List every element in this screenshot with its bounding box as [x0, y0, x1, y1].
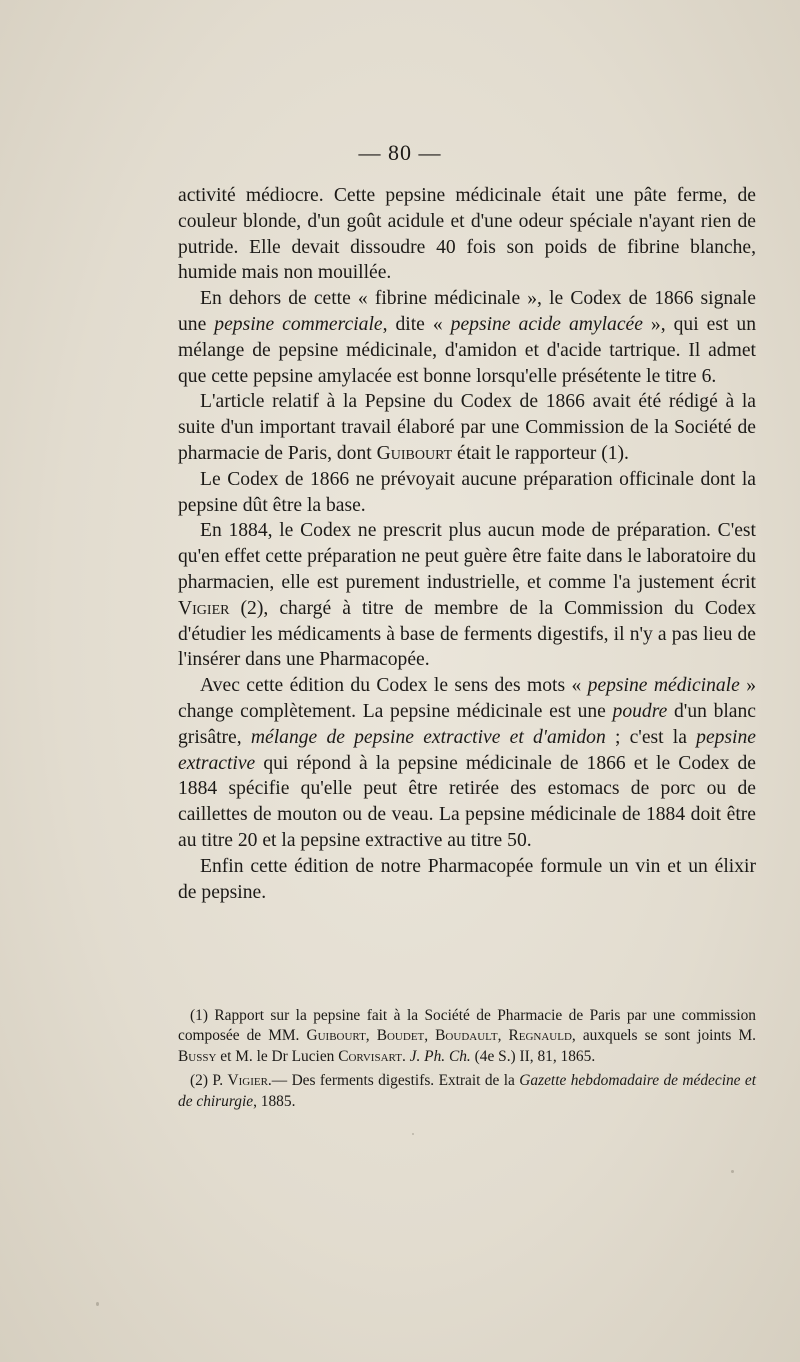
text-run: (2) P. — [190, 1072, 228, 1090]
italic-term: pepsine extractive — [178, 726, 756, 774]
text-run: , 1885. — [253, 1092, 296, 1110]
paragraph-6 — [178, 673, 756, 854]
text-run: (4e S.) II, 81, 1865. — [470, 1047, 596, 1065]
footnotes — [178, 1006, 756, 1116]
italic-term: pepsine acide amylacée — [450, 313, 643, 335]
paragraph-2 — [178, 286, 756, 389]
italic-term: pepsine commerciale — [214, 313, 383, 335]
paper-speck — [731, 1170, 734, 1173]
main-text — [178, 183, 756, 905]
footnote-2 — [178, 1071, 756, 1112]
text-run: et M. le Dr Lucien — [216, 1047, 339, 1065]
text-run: ; c'est la — [605, 726, 697, 748]
paragraph-4: Le Codex de 1866 ne prévoyait aucune préparation officinale dont la pepsine dût être la base. — [178, 468, 756, 516]
journal-title: Gazette hebdomadaire de médecine et de chirurgie — [178, 1072, 757, 1110]
author-name: Bussy — [178, 1047, 217, 1065]
paper-speck — [412, 1133, 414, 1135]
paragraph-7: Enfin cette édition de notre Pharmacopée formule un vin et un élixir de pepsine. — [178, 855, 756, 903]
journal-abbreviation: J. Ph. Ch. — [409, 1047, 471, 1065]
text-run: » change complètement. La pepsine médicinale est une — [178, 675, 756, 722]
paragraph-1: activité médiocre. Cette pepsine médicinale était une pâte ferme, de couleur blonde, d'un goût acidule et d'une odeur spéciale n'ayant rien de putride. Elle devait dissoudre 40 fois son poids de fibrine blanche, humide mais non mouillée. — [178, 185, 756, 284]
author-name: Vigier — [227, 1072, 268, 1090]
text-run: était le rapporteur (1). — [452, 442, 629, 464]
italic-term: pepsine médicinale — [587, 675, 740, 697]
text-run: En 1884, le Codex ne prescrit plus aucun mode de préparation. C'est qu'en effet cette préparation ne peut guère être faite dans le laboratoire du pharmacien, elle est purement industrielle, et comme l'a justement écrit — [178, 520, 756, 593]
text-run: (1) Rapport sur la pepsine fait à la Société de Pharmacie de Paris par une commission composée de MM. — [178, 1007, 756, 1045]
author-name: Guibourt — [376, 442, 453, 464]
text-run: En dehors de cette « fibrine médicinale », le Codex de 1866 signale une — [178, 288, 756, 335]
italic-term: mélange de pepsine extractive et d'amidon — [250, 726, 606, 748]
author-name: Vigier — [178, 597, 230, 619]
paragraph-3 — [178, 389, 756, 466]
author-names: Guibourt, Boudet, Boudault, Regnauld, — [306, 1027, 576, 1045]
text-run: qui répond à la pepsine médicinale de 1866 et le Codex de 1884 spécifie qu'elle peut être retirée des estomacs de porc ou de caillettes de mouton ou de veau. La pepsine médicinale de 1884 doit être au titre 20 et la pepsine extractive au titre 50. — [178, 752, 756, 851]
text-run: auxquels se sont joints M. — [575, 1027, 756, 1045]
author-name: Corvisart — [338, 1047, 402, 1065]
italic-term: poudre — [612, 700, 668, 722]
footnote-1 — [178, 1006, 756, 1067]
page-number: — 80 — — [358, 140, 442, 165]
text-run: d'un blanc grisâtre, — [178, 700, 757, 748]
paragraph-5 — [178, 518, 756, 673]
paper-speck — [96, 1302, 99, 1306]
text-run: (2), chargé à titre de membre de la Commission du Codex d'étudier les médicaments à base de ferments digestifs, il n'y a pas lieu de l'insérer dans une Pharmacopée. — [178, 597, 756, 671]
text-run: , dite « — [382, 313, 451, 335]
text-run: », qui est un mélange de pepsine médicinale, d'amidon et d'acide tartrique. Il admet que cette pepsine amylacée est bonne lorsqu'elle présétente le titre 6. — [178, 313, 756, 387]
text-run: Avec cette édition du Codex le sens des mots « — [200, 675, 588, 697]
text-run: L'article relatif à la Pepsine du Codex de 1866 avait été rédigé à la suite d'un important travail élaboré par une Commission de la Société de pharmacie de Paris, dont — [178, 391, 756, 464]
text-run: .— Des ferments digestifs. Extrait de la — [267, 1072, 520, 1090]
text-run: . — [401, 1047, 410, 1065]
